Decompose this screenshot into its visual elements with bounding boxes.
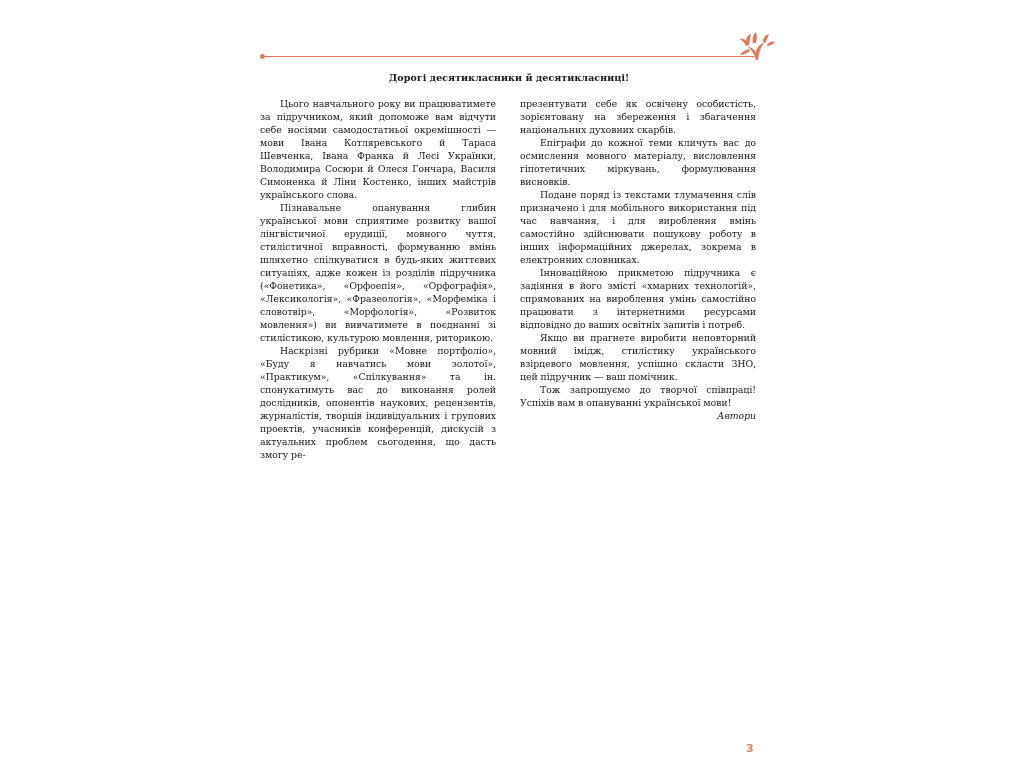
paragraph-epigraphs: Епіграфи до кожної теми кличуть вас до осмислення мовного матеріалу, висловлення гіпотетичних міркувань, формулювання висновків.: [520, 138, 756, 188]
page-number: 3: [746, 742, 754, 755]
page-title: Дорогі десятикласники й десятикласниці!: [388, 73, 630, 84]
right-column: [520, 98, 756, 423]
signature: Автори: [717, 411, 756, 422]
flower-sprig-icon: [736, 30, 776, 62]
paragraph-invitation: Тож запрошуємо до творчої співпраці! Успіхів вам в опануванні української мови!: [520, 385, 756, 409]
paragraph-rubrics: Наскрізні рубрики «Мовне портфоліо», «Буду я навчатись мови золотої», «Практикум», «Спілкування» та ін. спонукатимуть вас до виконання ролей дослідників, опонентів наукових, рецензентів, журналістів, творців індивідуальних і групових проектів, учасників конференцій, дискусій з актуальних проблем сьогодення, що дасть змогу ре-: [260, 346, 496, 461]
paragraph-innovation: Інноваційною прикметою підручника є задіяння в його змісті «хмарних технологій», спрямованих на вироблення умінь самостійно працювати з інтернетними ресурсами відповідно до ваших освітніх запитів і потреб.: [520, 268, 756, 331]
left-column: [260, 98, 496, 462]
paragraph-image: Якщо ви прагнете виробити неповторний мовний імідж, стилістику українського взірцевого мовлення, успішно скласти ЗНО, цей підручник — ваш помічник.: [520, 333, 756, 383]
paragraph-intro: Цього навчального року ви працюватимете за підручником, який допоможе вам відчути себе носіями самодостатньої окремішності — мови Івана Котляревського й Тараса Шевченка, Івана Франка й Лесі Українки, Володимира Сосюри й Олеся Гончара, Василя Симоненка й Ліни Костенко, інших майстрів українського слова.: [260, 99, 496, 201]
paragraph-definitions: Подане поряд із текстами тлумачення слів призначено і для мобільного використання під час навчання, і для вироблення вмінь самостійно здійснювати пошукову роботу в інших інформаційних джерелах, зокрема в електронних словниках.: [520, 190, 756, 266]
header-rule: [262, 56, 754, 57]
paragraph-rubrics-continued: презентувати себе як освічену особистість, зорієнтовану на збереження і збагачення національних духовних скарбів.: [520, 99, 756, 136]
paragraph-cognitive: Пізнавальне опанування глибин української мови сприятиме розвитку вашої лінгвістичної ерудиції, мовного чуття, стилістичної вправності, формуванню вмінь шляхетно спілкуватися в будь-яких життєвих ситуаціях, адже кожен із розділів підручника («Фонетика», «Орфоепія», «Орфографія», «Лексикологія», «Фразеологія», «Морфеміка і словотвір», «Морфологія», «Розвиток мовлення») ви вивчатимете в поєднанні зі стилістикою, культурою мовлення, риторикою.: [260, 203, 496, 344]
